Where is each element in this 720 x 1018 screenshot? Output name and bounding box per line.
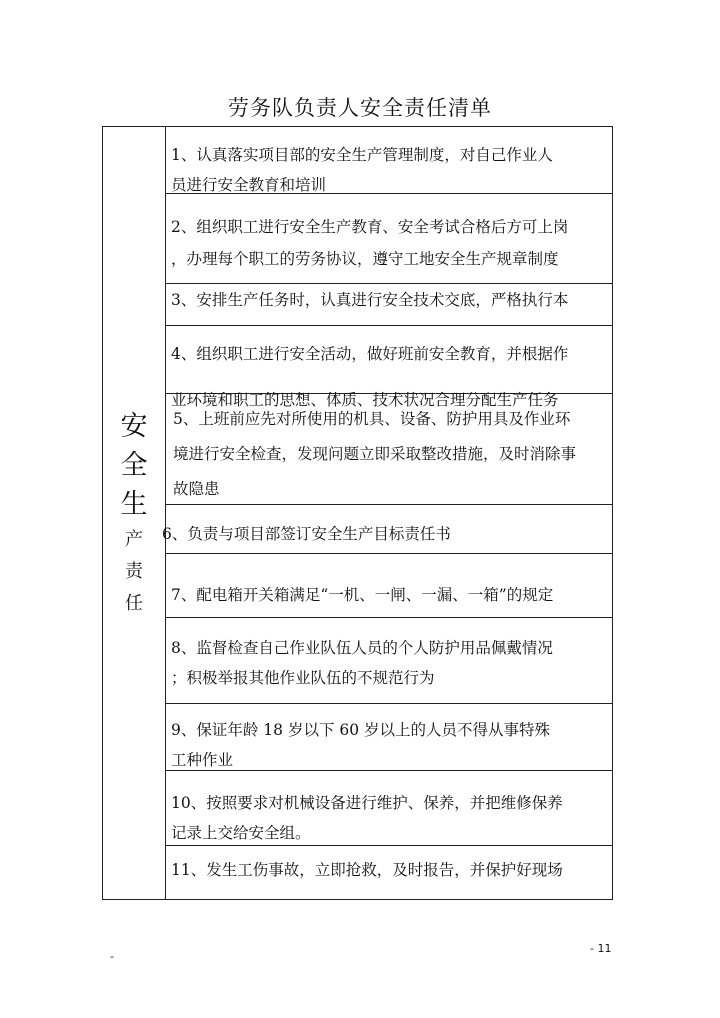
item-2	[171, 211, 568, 275]
item-line: 2、组织职工进行安全生产教育、安全考试合格后方可上岗	[171, 218, 569, 236]
item-line: 10、按照要求对机械设备进行维护、保养，并把维修保养	[171, 794, 563, 812]
row-divider	[165, 325, 612, 326]
item-line: ；积极举报其他作业队伍的不规范行为	[171, 669, 435, 687]
item-line: 记录上交给安全组。	[171, 824, 311, 842]
item-10	[171, 788, 563, 848]
item-line: 员进行安全教育和培训	[171, 176, 327, 194]
category-char: 全	[120, 450, 148, 481]
column-divider	[165, 127, 166, 899]
item-line: 5、上班前应先对所使用的机具、设备、防护用具及作业环	[173, 410, 571, 428]
item-8	[171, 633, 553, 693]
item-line: 3、安排生产任务时，认真进行安全技术交底，严格执行本	[171, 291, 569, 309]
category-char: 安	[120, 411, 148, 442]
category-label	[103, 407, 165, 620]
footer-dash: -	[110, 950, 114, 963]
item-line: 业环境和职工的思想、体质、技术状况合理分配生产任务	[171, 391, 559, 409]
row-divider	[165, 617, 612, 618]
item-line: 境进行安全检查，发现问题立即采取整改措施，及时消除事	[173, 445, 577, 463]
page-number: - 11	[590, 942, 612, 955]
item-line: 7、配电箱开关箱满足“一机、一闸、一漏、一箱”的规定	[171, 586, 554, 604]
item-line: 6、负责与项目部签订安全生产目标责任书	[162, 525, 451, 543]
item-7	[171, 580, 553, 610]
item-line: ，办理每个职工的劳务协议，遵守工地安全生产规章制度	[171, 250, 559, 268]
item-3	[171, 285, 568, 315]
category-char: 任	[125, 593, 143, 614]
category-char: 产	[125, 529, 143, 550]
item-line: 4、组织职工进行安全活动，做好班前安全教育，并根据作	[171, 345, 569, 363]
responsibility-table	[102, 126, 613, 900]
item-line: 故隐患	[173, 480, 220, 498]
item-line: 11、发生工伤事故，立即抢救，及时报告，并保护好现场	[171, 861, 563, 879]
item-line: 1、认真落实项目部的安全生产管理制度，对自己作业人	[171, 146, 553, 164]
item-line: 9、保证年龄 18 岁以下 60 岁以上的人员不得从事特殊	[171, 721, 551, 739]
item-line: 工种作业	[171, 751, 234, 769]
row-divider	[165, 553, 612, 554]
category-char: 责	[125, 561, 143, 582]
item-11	[171, 855, 563, 885]
item-9	[171, 715, 550, 775]
item-5	[173, 402, 576, 507]
row-divider	[165, 703, 612, 704]
item-6	[162, 519, 451, 549]
row-divider	[165, 283, 612, 284]
category-char: 生	[120, 489, 148, 520]
item-1	[171, 140, 553, 200]
item-line: 8、监督检查自己作业队伍人员的个人防护用品佩戴情况	[171, 639, 553, 657]
page-title: 劳务队负责人安全责任清单	[228, 96, 492, 120]
